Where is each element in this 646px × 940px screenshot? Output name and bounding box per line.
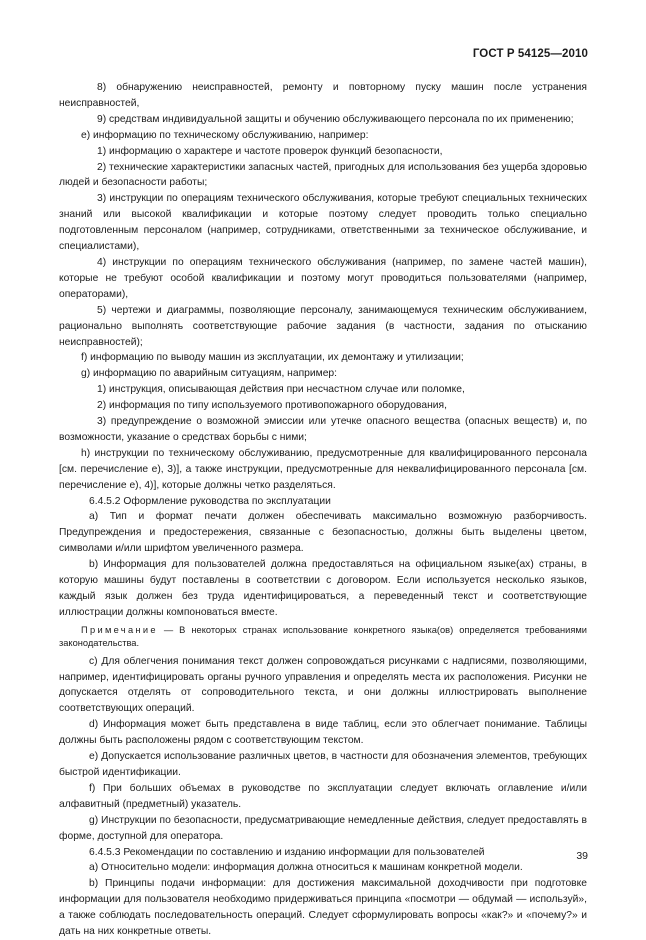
paragraph: b) Информация для пользователей должна предоставляться на официальном языке(ах) страны, в которую машины будут поставлены в соответствии с договором. Если используется несколько языков, каждый язык должен без труда идентифицироваться, а переведенный текст и соответствующие иллюстрации должны компоноваться вместе.: [59, 559, 587, 618]
list-item: 8) обнаружению неисправностей, ремонту и повторному пуску машин после устранения неисправностей,: [59, 82, 587, 109]
paragraph: а) Тип и формат печати должен обеспечивать максимально возможную разборчивость. Предупреждения и предостережения, связанные с безопасностью, должны быть выделены цветом, символами и/или шрифтом увеличенного размера.: [59, 511, 587, 555]
note-text: — В некоторых странах использование конкретного языка(ов) определяется требованиями законодательства.: [59, 624, 587, 649]
list-item: 1) инструкция, описывающая действия при несчастном случае или поломке,: [97, 384, 465, 396]
paragraph: b) Принципы подачи информации: для достижения максимальной доходчивости при подготовке информации для пользователя необходимо придерживаться принципа «посмотри — обдумай — используй», а также соблюдать последовательность операций. Следует сформулировать вопросы «как?» и «почему?» и дать на них конкретные ответы.: [59, 878, 587, 938]
section-heading: 6.4.5.2 Оформление руководства по эксплуатации: [89, 495, 331, 507]
list-item: 9) средствам индивидуальной защиты и обучению обслуживающего персонала по их применению;: [97, 113, 574, 125]
list-item: 3) инструкции по операциям технического обслуживания, которые требуют специальных технических знаний или высокой квалификации и которые поэтому следует проводить только специально подготовленным персоналом (например, сотрудниками, ответственными за техническое обслуживание, и специалистами),: [59, 193, 587, 253]
list-item: 5) чертежи и диаграммы, позволяющие персоналу, занимающемуся техническим обслуживанием, рационально выполнять соответствующие рабочие задания (в частности, задания по отысканию неисправностей);: [59, 304, 587, 348]
list-item: 4) инструкции по операциям технического обслуживания (например, по замене частей машин), которые не требуют особой квалификации и поэтому могут проводиться пользователями (например, операторами),: [59, 256, 587, 300]
list-item: h) инструкции по техническому обслуживанию, предусмотренные для квалифицированного персонала [см. перечисление е), 3)], а также инструкции, предусмотренные для неквалифицированного персонала [см. перечисление е), 4)], которые должны четко разделяться.: [59, 447, 587, 491]
document-code-header: ГОСТ Р 54125—2010: [472, 48, 588, 60]
page-number: 39: [576, 850, 588, 862]
list-item: е) информацию по техническому обслуживанию, например:: [81, 129, 369, 141]
paragraph: е) Допускается использование различных цветов, в частности для обозначения элементов, требующих быстрой идентификации.: [59, 751, 587, 778]
paragraph: g) Инструкции по безопасности, предусматривающие немедленные действия, следует предоставлять в форме, доступной для оператора.: [59, 814, 587, 842]
list-item: g) информацию по аварийным ситуациям, например:: [81, 368, 338, 380]
list-item: f) информацию по выводу машин из эксплуатации, их демонтажу и утилизации;: [81, 352, 464, 364]
paragraph: f) При больших объемах в руководстве по эксплуатации следует включать оглавление и/или алфавитный (предметный) указатель.: [59, 782, 587, 810]
list-item: 2) технические характеристики запасных частей, пригодных для использования без ущерба здоровью людей и безопасности работы;: [59, 161, 587, 189]
note: [59, 624, 587, 651]
list-item: 1) информацию о характере и частоте проверок функций безопасности,: [97, 145, 443, 157]
section-heading: 6.4.5.3 Рекомендации по составлению и изданию информации для пользователей: [89, 846, 485, 858]
paragraph: а) Относительно модели: информация должна относиться к машинам конкретной модели.: [89, 862, 523, 874]
document-body: [59, 80, 587, 940]
list-item: 2) информация по типу используемого противопожарного оборудования,: [97, 400, 447, 412]
note-label: Примечание: [81, 624, 158, 635]
list-item: 3) предупреждение о возможной эмиссии или утечке опасного вещества (опасных веществ) и, по возможности, указание о средствах борьбы с ними;: [59, 416, 587, 443]
paragraph: d) Информация может быть представлена в виде таблиц, если это облегчает понимание. Таблицы должны быть расположены рядом с соответствующим текстом.: [59, 719, 587, 747]
paragraph: c) Для облегчения понимания текст должен сопровождаться рисунками с надписями, позволяющими, например, идентифицировать органы ручного управления и определять места их расположения. Рисунки не допускается отделять от сопроводительного текста, и они должны иллюстрировать выполнение соответствующих операций.: [59, 655, 587, 715]
